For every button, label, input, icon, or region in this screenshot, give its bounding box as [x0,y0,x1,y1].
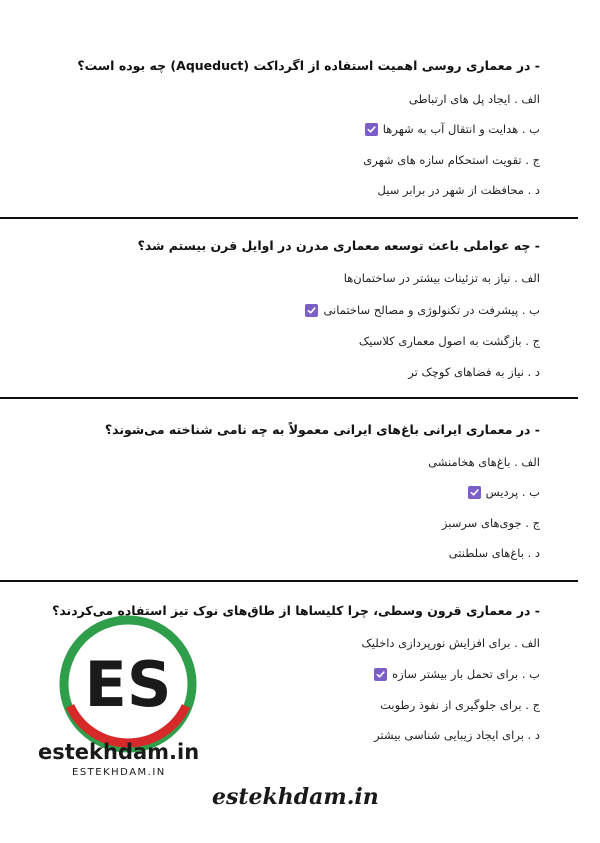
option-be[interactable] [374,667,540,681]
option-dal[interactable] [374,728,540,742]
question-divider [0,217,578,219]
option-label: الف . ایجاد پل های ارتباطی [408,92,540,106]
option-label: ج . برای جلوگیری از نفوذ رطوبت [380,698,540,712]
option-label: د . باغ‌های سلطنتی [448,546,540,560]
option-label: د . نیاز به فضاهای کوچک تر [408,365,540,379]
logo-site-name: estekhdam.in [38,740,200,764]
option-label: الف . باغ‌های هخامنشی [428,455,540,469]
question-title: - در معماری روسی اهمیت استفاده از اگرداکت (Aqueduct) چه بوده است؟ [77,58,540,73]
option-dal[interactable] [449,546,540,560]
option-label: ب . پیشرفت در تکنولوژی و مصالح ساختمانی [323,303,540,317]
estekhdam-logo [58,614,198,754]
question-title: - چه عواملی باعث توسعه معماری مدرن در اوایل قرن بیستم شد؟ [137,238,540,253]
option-label: ج . بازگشت به اصول معماری کلاسیک [358,334,540,348]
logo-letters: ES [84,648,172,721]
option-jim[interactable] [359,334,540,348]
option-dal[interactable] [378,183,540,197]
checkmark-icon [305,304,318,317]
option-label: الف . نیاز به تزئینات بیشتر در ساختمان‌ها [343,271,540,285]
question-title: - در معماری ایرانی باغ‌های ایرانی معمولاً به چه نامی شناخته می‌شوند؟ [104,422,540,437]
option-alef[interactable] [362,636,540,650]
option-be[interactable] [365,122,540,136]
option-jim[interactable] [442,516,540,530]
option-be[interactable] [305,303,540,317]
watermark-text: estekhdam.in [212,784,379,810]
option-label: ب . برای تحمل بار بیشتر سازه [392,667,540,681]
checkmark-icon [468,486,481,499]
option-label: د . محافظت از شهر در برابر سیل [377,183,540,197]
option-alef[interactable] [409,92,540,106]
option-label: الف . برای افزایش نورپردازی داخلیک [361,636,540,650]
checkmark-icon [374,668,387,681]
option-label: ب . هدایت و انتقال آب به شهرها [382,122,540,136]
option-be[interactable] [468,485,540,499]
option-alef[interactable] [428,455,540,469]
question-title: - در معماری قرون وسطی، چرا کلیساها از طاق‌های نوک تیز استفاده می‌کردند؟ [52,603,540,618]
question-divider [0,397,578,399]
logo-site-caps: ESTEKHDAM.IN [72,767,166,778]
option-label: ج . تقویت استحکام سازه های شهری [363,153,540,167]
checkmark-icon [365,123,378,136]
question-divider [0,580,578,582]
option-label: د . برای ایجاد زیبایی شناسی بیشتر [374,728,540,742]
option-label: ج . جوی‌های سرسبز [441,516,540,530]
option-dal[interactable] [408,365,540,379]
option-jim[interactable] [363,153,540,167]
option-jim[interactable] [380,698,540,712]
option-alef[interactable] [344,271,540,285]
option-label: ب . پردیس [485,485,540,499]
